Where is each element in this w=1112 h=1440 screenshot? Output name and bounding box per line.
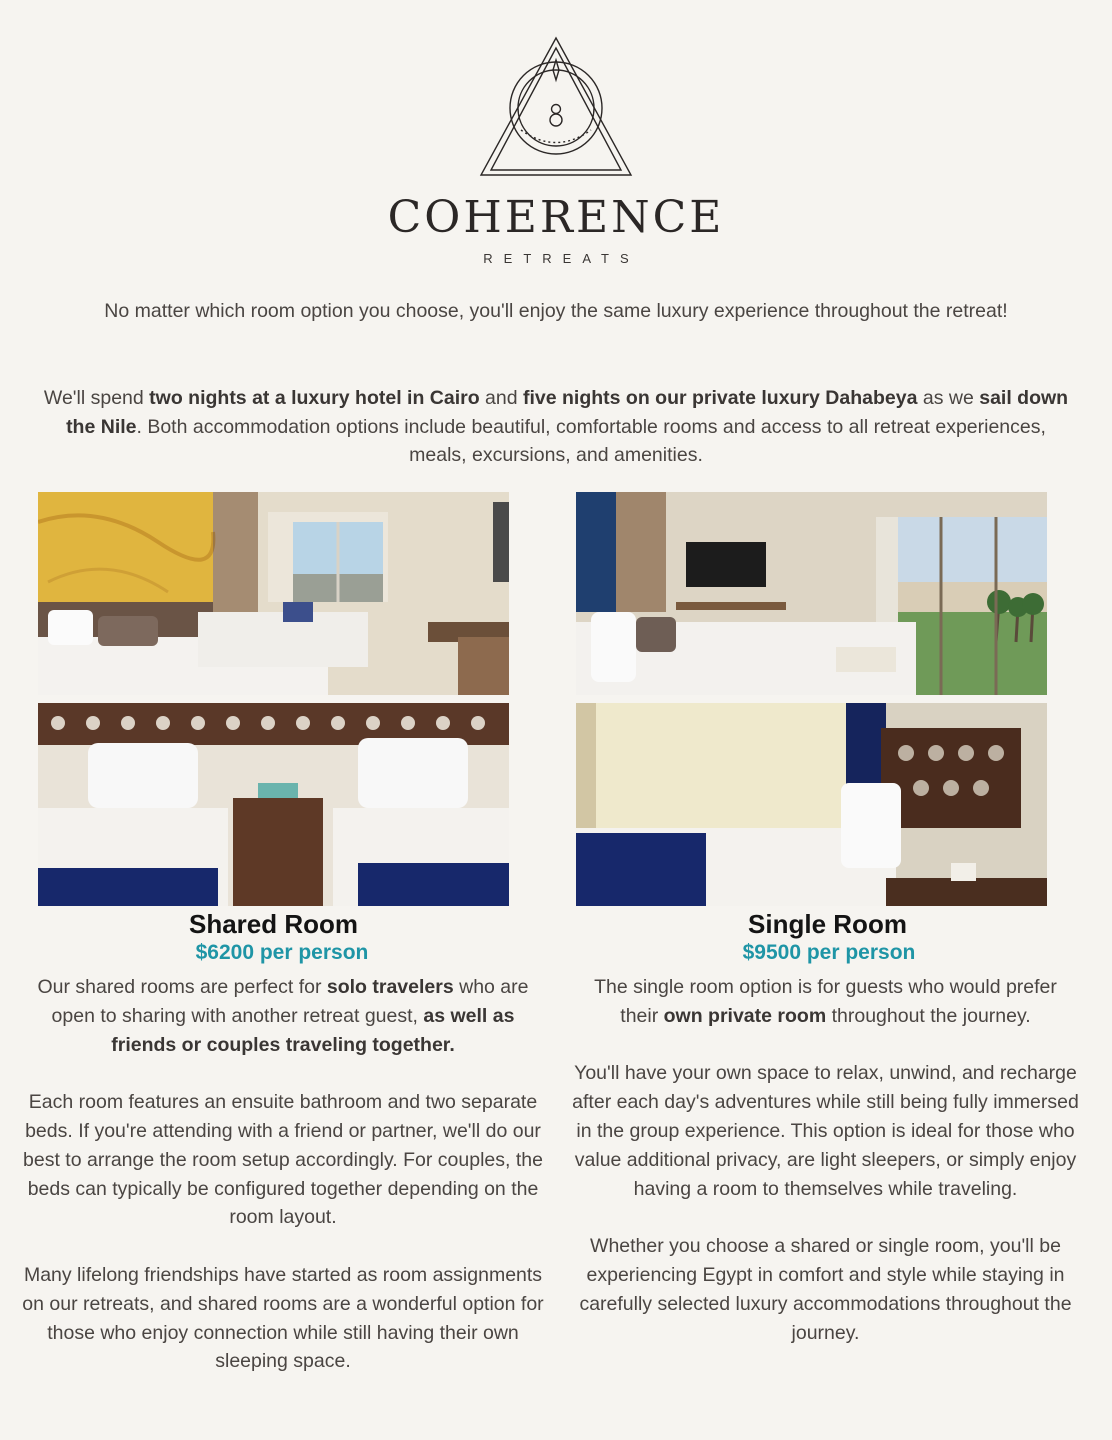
triangle-moon-icon: [471, 30, 641, 180]
shared-room-price: $6200 per person: [195, 941, 369, 964]
shared-room-description: [22, 973, 544, 1405]
shared-room-hotel-photo: [38, 492, 509, 695]
single-room-title: Single Room: [748, 909, 907, 939]
shared-room-paragraph-3: Many lifelong friendships have started as room assignments on our retreats, and shared rooms are a wonderful option for those who enjoy connection while still having their own sleeping space.: [22, 1263, 544, 1373]
single-room-price: $9500 per person: [742, 941, 916, 964]
intro-paragraph-2: We'll spend two nights at a luxury hotel in Cairo and five nights on our private luxury Dahabeya as we sail down the Nile. Both accommodation options include beautiful, comfortable rooms and access to all retreat experiences, meals, excursions, and amenities.: [43, 387, 1069, 466]
single-room-paragraph-1: The single room option is for guests who would prefer their own private room throughout the journey.: [594, 976, 1057, 1027]
coherence-logo-emblem: [0, 30, 1112, 180]
intro-paragraph-1: No matter which room option you choose, you'll enjoy the same luxury experience throughout the retreat!: [104, 300, 1008, 322]
shared-room-title: Shared Room: [188, 909, 359, 939]
shared-room-twin-beds-photo: [38, 703, 509, 906]
single-room-paragraph-3: Whether you choose a shared or single room, you'll be experiencing Egypt in comfort and style while staying in carefully selected luxury accommodations throughout the journey.: [579, 1235, 1072, 1344]
single-room-hotel-photo: [576, 492, 1047, 695]
brand-tagline: RETREATS: [483, 251, 640, 266]
single-room-paragraph-2: You'll have your own space to relax, unwind, and recharge after each day's adventures while still being fully immersed in the group experience. This option is ideal for those who value additional privacy, are light sleepers, or simply enjoy having a room to themselves while traveling.: [572, 1062, 1079, 1200]
shared-room-paragraph-2: Each room features an ensuite bathroom and two separate beds. If you're attending with a friend or partner, we'll do our best to arrange the room setup accordingly. For couples, the beds can typically be configured together depending on the room layout.: [23, 1091, 543, 1229]
single-room-cabin-photo: [576, 703, 1047, 906]
brand-name: COHERENCE: [387, 192, 725, 243]
shared-room-paragraph-1: Our shared rooms are perfect for solo travelers who are open to sharing with another retreat guest, as well as friends or couples traveling together.: [37, 976, 529, 1056]
single-room-description: [565, 973, 1086, 1376]
